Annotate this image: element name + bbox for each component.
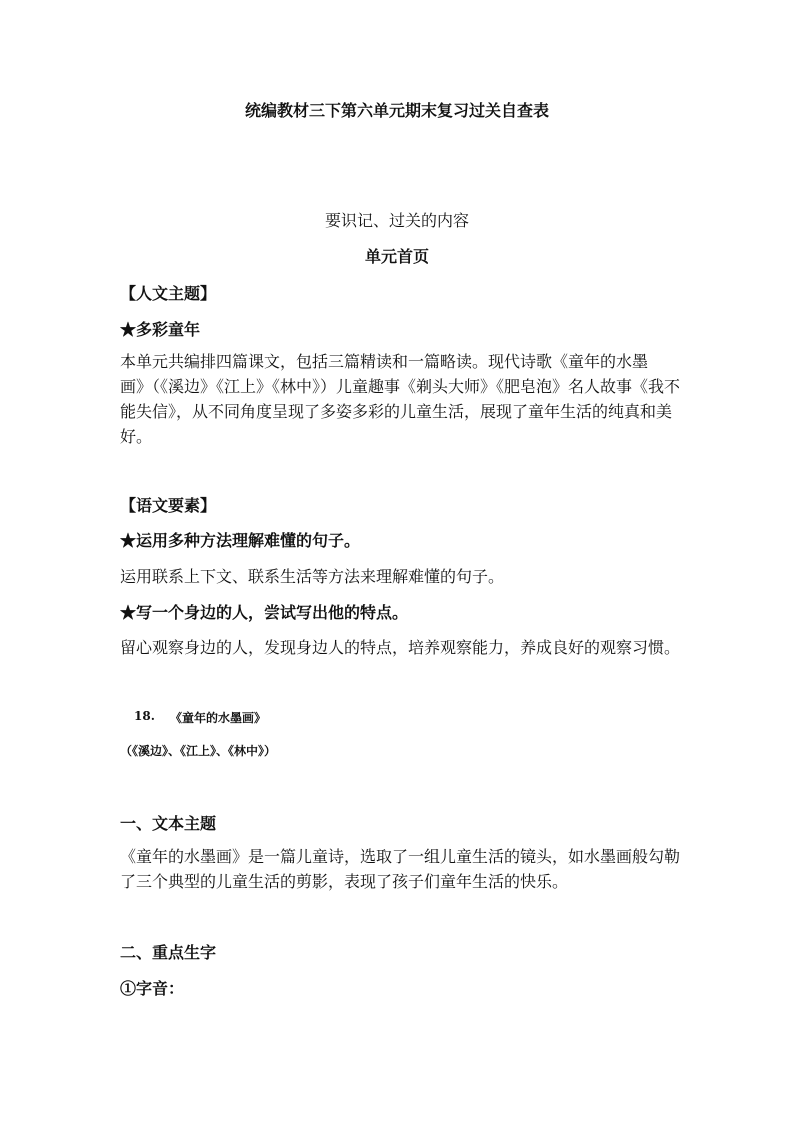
language-star-heading-2: ★写一个身边的人，尝试写出他的特点。 xyxy=(120,603,409,622)
theme-header: 【人文主题】 xyxy=(120,284,217,303)
section1-header: 一、文本主题 xyxy=(120,814,217,833)
theme-star-heading: ★多彩童年 xyxy=(120,320,201,339)
language-text-2: 留心观察身边的人，发现身边人的特点，培养观察能力，养成良好的观察习惯。 xyxy=(120,638,681,657)
document-title: 统编教材三下第六单元期末复习过关自查表 xyxy=(244,101,549,120)
language-star-heading-1: ★运用多种方法理解难懂的句子。 xyxy=(120,531,361,550)
section1-paragraph: 《童年的水墨画》是一篇儿童诗，选取了一组儿童生活的镜头，如水墨画般勾勒了三个典型的儿童生活的剪影，表现了孩子们童年生活的快乐。 xyxy=(120,847,681,891)
section2-sub1: ①字音： xyxy=(120,979,185,998)
lesson-number: 18. xyxy=(134,709,155,723)
section2-header: 二、重点生字 xyxy=(120,943,217,962)
language-elements-header: 【语文要素】 xyxy=(120,496,217,515)
lesson-subparts: （《溪边》、《江上》、《林中》） xyxy=(120,744,277,758)
document-subtitle: 要识记、过关的内容 xyxy=(324,211,469,230)
lesson-title: 《童年的水墨画》 xyxy=(170,711,267,725)
theme-paragraph: 本单元共编排四篇课文，包括三篇精读和一篇略读。现代诗歌《童年的水墨画》（《溪边》《江上》《林中》）儿童趣事《剃头大师》《肥皂泡》名人故事《我不能失信》，从不同角度呈现了多姿多彩的儿童生活，展现了童年生活的纯真和美好。 xyxy=(120,352,681,446)
language-text-1: 运用联系上下文、联系生活等方法来理解难懂的句子。 xyxy=(120,567,505,586)
unit-page-title: 单元首页 xyxy=(364,247,429,266)
